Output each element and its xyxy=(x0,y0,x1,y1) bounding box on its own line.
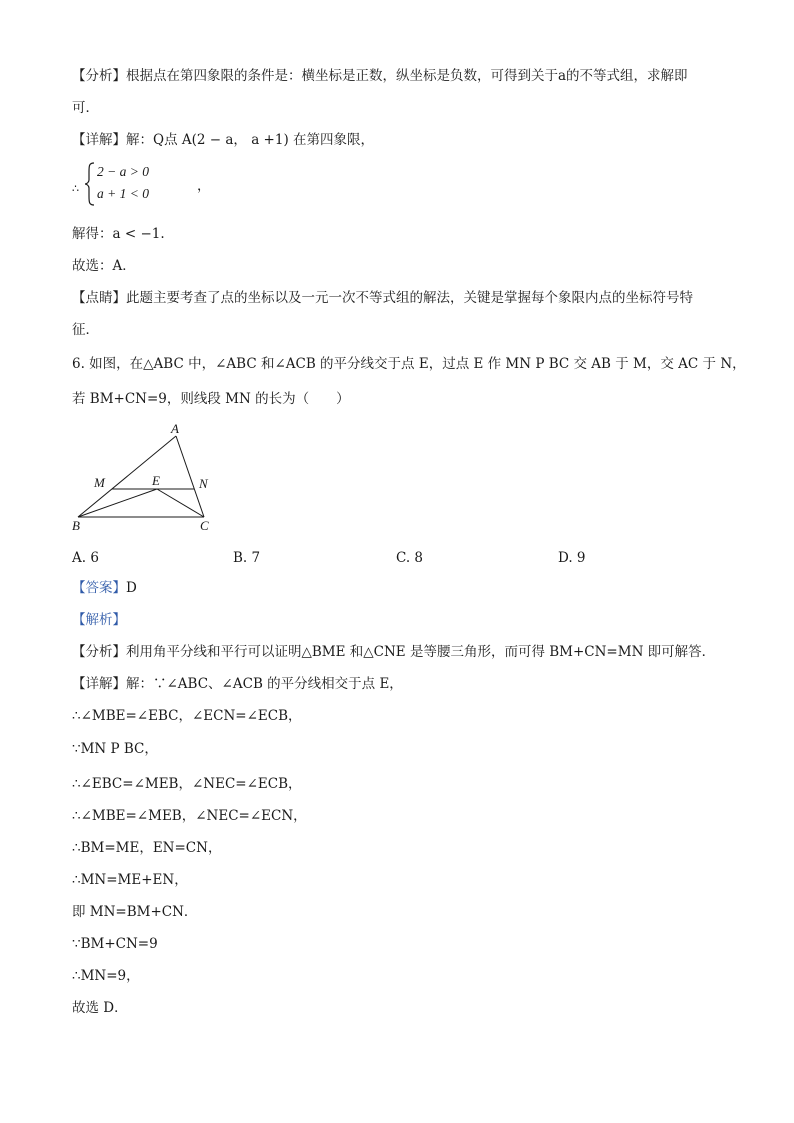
option-d: D. 9 xyxy=(558,550,586,566)
line-analysis-2: 可． xyxy=(72,100,99,116)
detail-line-5: ∴∠MBE=∠MEB，∠NEC=∠ECN， xyxy=(72,808,307,824)
answer-tag: 【答案】 xyxy=(72,580,126,596)
option-a: A. 6 xyxy=(72,550,99,566)
inequality-system xyxy=(72,162,292,206)
analysis-line: 【分析】利用角平分线和平行可以证明△BME 和△CNE 是等腰三角形，而可得 BM+CN=MN 即可解答． xyxy=(72,644,716,660)
brace-icon xyxy=(84,162,96,206)
line-detail-1: 【详解】解：Q点 A(2 − a， a +1) 在第四象限， xyxy=(72,132,374,148)
answer-value: D xyxy=(126,580,137,596)
detail-line-10: ∴MN=9， xyxy=(72,968,140,984)
line-choose-a: 故选：A． xyxy=(72,258,136,274)
detail-line-11: 故选 D． xyxy=(72,1000,128,1016)
answer-line xyxy=(72,578,137,598)
label-c: C xyxy=(200,518,209,533)
inequality-1: 2 − a > 0 xyxy=(97,164,149,179)
line-solve: 解得：a < −1. xyxy=(72,226,165,242)
answer-options xyxy=(72,548,692,568)
line-analysis-1: 【分析】根据点在第四象限的条件是：横坐标是正数，纵坐标是负数，可得到关于a的不等式组，求解即 xyxy=(72,68,688,84)
triangle-figure xyxy=(72,420,222,538)
label-n: N xyxy=(199,476,208,491)
detail-line-7: ∴MN=ME+EN， xyxy=(72,872,188,888)
inequality-2: a + 1 < 0 xyxy=(97,186,149,201)
triangle-diagram xyxy=(72,420,222,538)
detail-line-3: ∵MN P BC， xyxy=(72,741,158,757)
detail-line-2: ∴∠MBE=∠EBC，∠ECN=∠ECB， xyxy=(72,708,302,724)
label-e: E xyxy=(152,473,160,488)
segment-ab xyxy=(78,436,176,517)
detail-line-1: 【详解】解：∵∠ABC、∠ACB 的平分线相交于点 E， xyxy=(72,676,403,692)
detail-line-9: ∵BM+CN=9 xyxy=(72,936,158,952)
line-comment-2: 征． xyxy=(72,322,99,338)
label-a: A xyxy=(171,421,179,436)
label-m: M xyxy=(94,475,105,490)
question-6-line-1: 6. 如图，在△ABC 中，∠ABC 和∠ACB 的平分线交于点 E，过点 E 作 MN P BC 交 AB 于 M，交 AC 于 N， xyxy=(72,356,746,372)
option-c: C. 8 xyxy=(396,550,424,566)
question-6-line-2: 若 BM+CN=9，则线段 MN 的长为（ ） xyxy=(72,391,350,407)
label-b: B xyxy=(72,518,80,533)
segment-ce xyxy=(157,489,204,517)
detail-line-6: ∴BM=ME，EN=CN， xyxy=(72,840,222,856)
therefore-symbol: ∴ xyxy=(72,182,80,195)
segment-be xyxy=(78,489,157,517)
option-b: B. 7 xyxy=(233,550,261,566)
system-comma: ， xyxy=(197,178,211,194)
analysis-tag: 【解析】 xyxy=(72,612,126,628)
detail-line-4: ∴∠EBC=∠MEB，∠NEC=∠ECB， xyxy=(72,776,302,792)
line-comment-1: 【点睛】此题主要考查了点的坐标以及一元一次不等式组的解法，关键是掌握每个象限内点的坐标符号特 xyxy=(72,290,693,306)
detail-line-8: 即 MN=BM+CN． xyxy=(72,904,198,920)
